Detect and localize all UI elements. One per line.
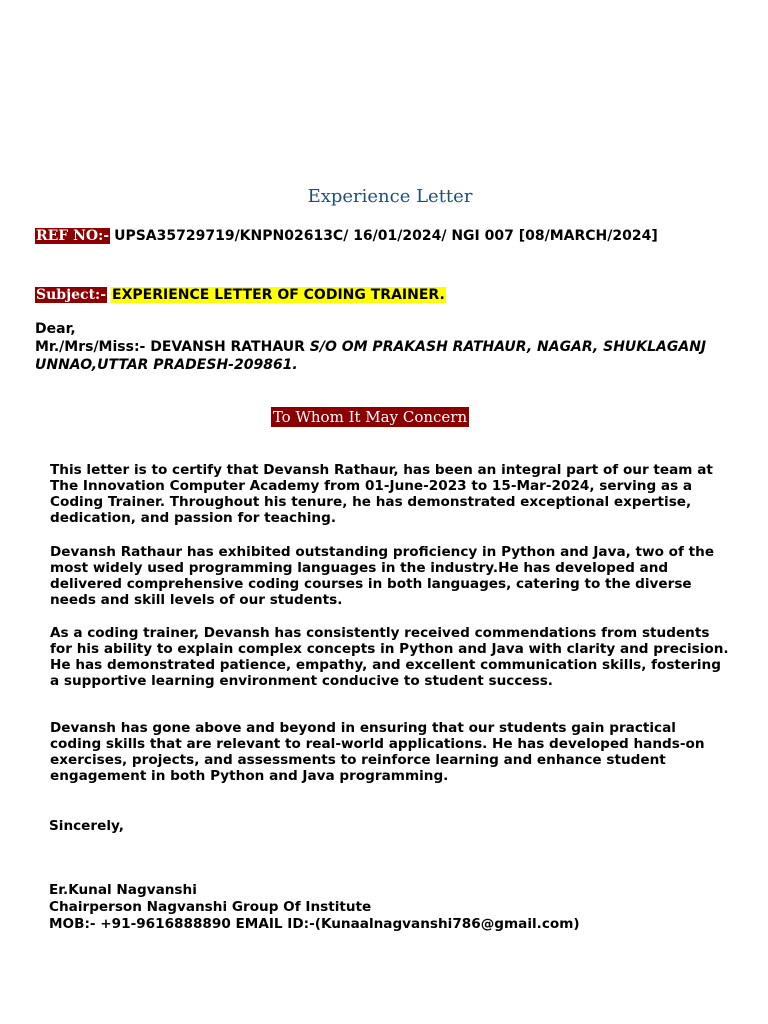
body-paragraph-1: This letter is to certify that Devansh Rathaur, has been an integral part of our team at The Innovation Computer Academy from 01-June-2023 to 15-Mar-2024, serving as a Coding Trainer. Throughout his tenure, he has demonstrated exceptional expertise, dedication, and passion for teaching.: [50, 462, 713, 526]
concern-heading: To Whom It May Concern: [272, 408, 468, 426]
concern-heading-wrap: [0, 407, 740, 426]
subject-label: Subject:-: [36, 287, 107, 303]
salutation: Dear,: [35, 321, 76, 337]
letter-title: Experience Letter: [307, 186, 473, 207]
body-paragraph-4: Devansh has gone above and beyond in ensuring that our students gain practical coding skills that are relevant to real-world applications. He has developed hands-on exercises, projects, and assessments to reinforce learning and enhance student engagement in both Python and Java programming.: [50, 720, 705, 784]
closing: Sincerely,: [49, 818, 124, 834]
addressee-relation: S/O OM PRAKASH RATHAUR, NAGAR, SHUKLAGANJ UNNAO,UTTAR PRADESH-209861.: [35, 339, 707, 373]
addressee-prefix: Mr./Mrs/Miss:- DEVANSH RATHAUR: [35, 339, 310, 355]
subject-value: EXPERIENCE LETTER OF CODING TRAINER.: [112, 287, 445, 303]
signature-contact: MOB:- +91-9616888890 EMAIL ID:-(Kunaalnagvanshi786@gmail.com): [49, 916, 580, 932]
signature-name: Er.Kunal Nagvanshi: [49, 882, 197, 898]
body-paragraph-3: As a coding trainer, Devansh has consistently received commendations from students for his ability to explain complex concepts in Python and Java with clarity and precision. He has demonstrated patience, empathy, and excellent communication skills, fostering a supportive learning environment conducive to student success.: [50, 625, 729, 689]
ref-value: UPSA35729719/KNPN02613C/ 16/01/2024/ NGI 007 [08/MARCH/2024]: [114, 228, 658, 244]
addressee: [35, 338, 735, 374]
ref-label: REF NO:-: [36, 228, 110, 244]
body-paragraph-2: Devansh Rathaur has exhibited outstanding proficiency in Python and Java, two of the most widely used programming languages in the industry.He has developed and delivered comprehensive coding courses in both languages, catering to the diverse needs and skill levels of our students.: [50, 544, 715, 608]
signature-position: Chairperson Nagvanshi Group Of Institute: [49, 899, 372, 915]
ref-line: [35, 228, 658, 245]
subject-line: [35, 287, 446, 304]
signature-block: [49, 882, 580, 933]
